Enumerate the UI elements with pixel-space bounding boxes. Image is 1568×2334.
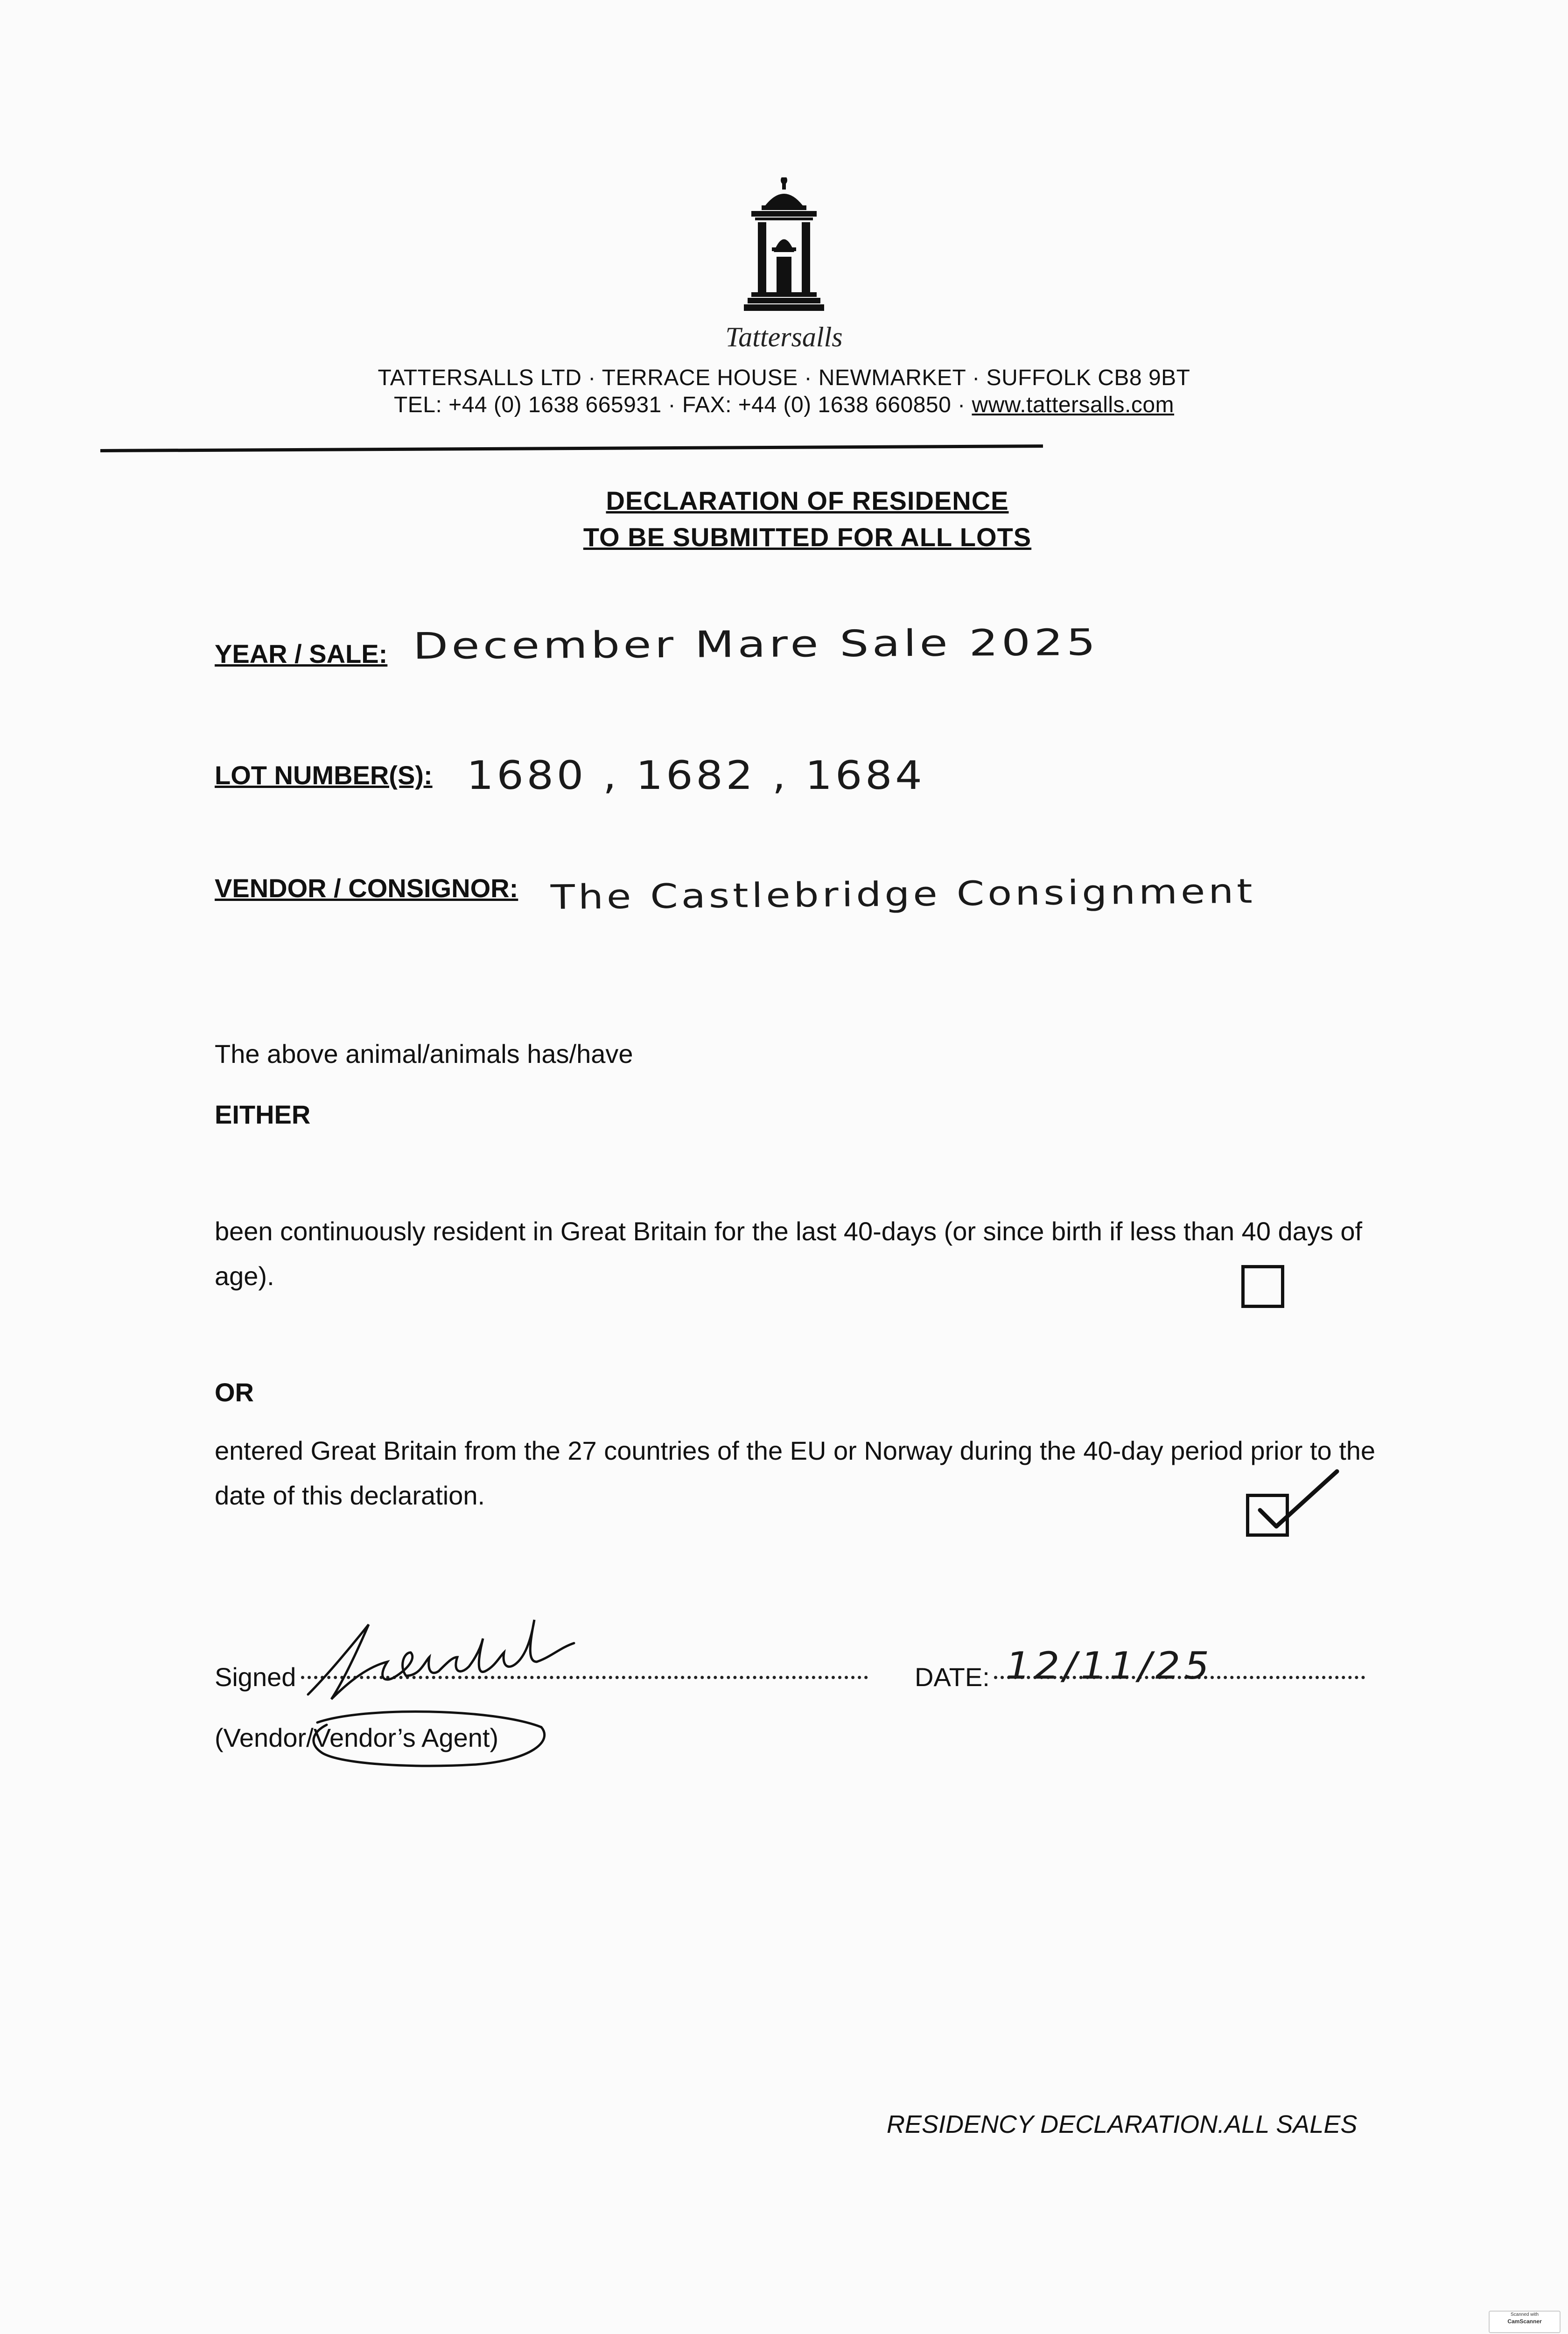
footer-text: RESIDENCY DECLARATION.ALL SALES [887,2110,1358,2138]
year-sale-label: YEAR / SALE: [215,639,388,668]
option1-checkbox[interactable] [1241,1265,1284,1308]
contact-phone-fax: TEL: +44 (0) 1638 665931 · FAX: +44 (0) 1638 660850 · [393,393,972,417]
website-link[interactable]: www.tattersalls.com [972,393,1175,417]
date-label: DATE: [915,1662,990,1692]
scanner-badge [1489,2311,1561,2333]
vendor-value[interactable]: The Castlebridge Consignment [550,871,1256,917]
lot-numbers-label: LOT NUMBER(S): [215,760,433,790]
intro-text: The above animal/animals has/have [215,1039,633,1069]
brand-name: Tattersalls [725,322,843,352]
lot-numbers-value[interactable]: 1680 , 1682 , 1684 [467,752,925,798]
contact-line [317,392,1251,418]
or-heading: OR [215,1378,254,1407]
signed-label: Signed [215,1662,296,1692]
tattersalls-logo-icon [737,177,831,317]
document-title: DECLARATION OF RESIDENCE [606,486,1009,515]
address-line: TATTERSALLS LTD · TERRACE HOUSE · NEWMARKET · SUFFOLK CB8 9BT [378,366,1190,390]
document-subtitle: TO BE SUBMITTED FOR ALL LOTS [583,522,1032,552]
option1-text: been continuously resident in Great Britain for the last 40-days (or since birth if less than 40 days of age). [215,1216,1363,1291]
option2-text: entered Great Britain from the 27 countries of the EU or Norway during the 40-day period prior to the date of this declaration. [215,1436,1376,1510]
scanner-badge-line2: CamScanner [1507,2318,1542,2325]
vendor-label: VENDOR / CONSIGNOR: [215,873,518,903]
role-label: (Vendor/Vendor’s Agent) [215,1723,499,1752]
header-divider [100,444,1043,452]
scanner-badge-line1: Scanned with [1510,2312,1539,2317]
either-heading: EITHER [215,1100,311,1129]
date-value[interactable]: 12/11/25 [1006,1644,1213,1687]
role-circle-mark-icon [299,1708,551,1769]
handwritten-signature-icon [299,1606,616,1708]
year-sale-value[interactable]: December Mare Sale 2025 [413,621,1099,668]
checkmark-icon [1251,1466,1344,1550]
